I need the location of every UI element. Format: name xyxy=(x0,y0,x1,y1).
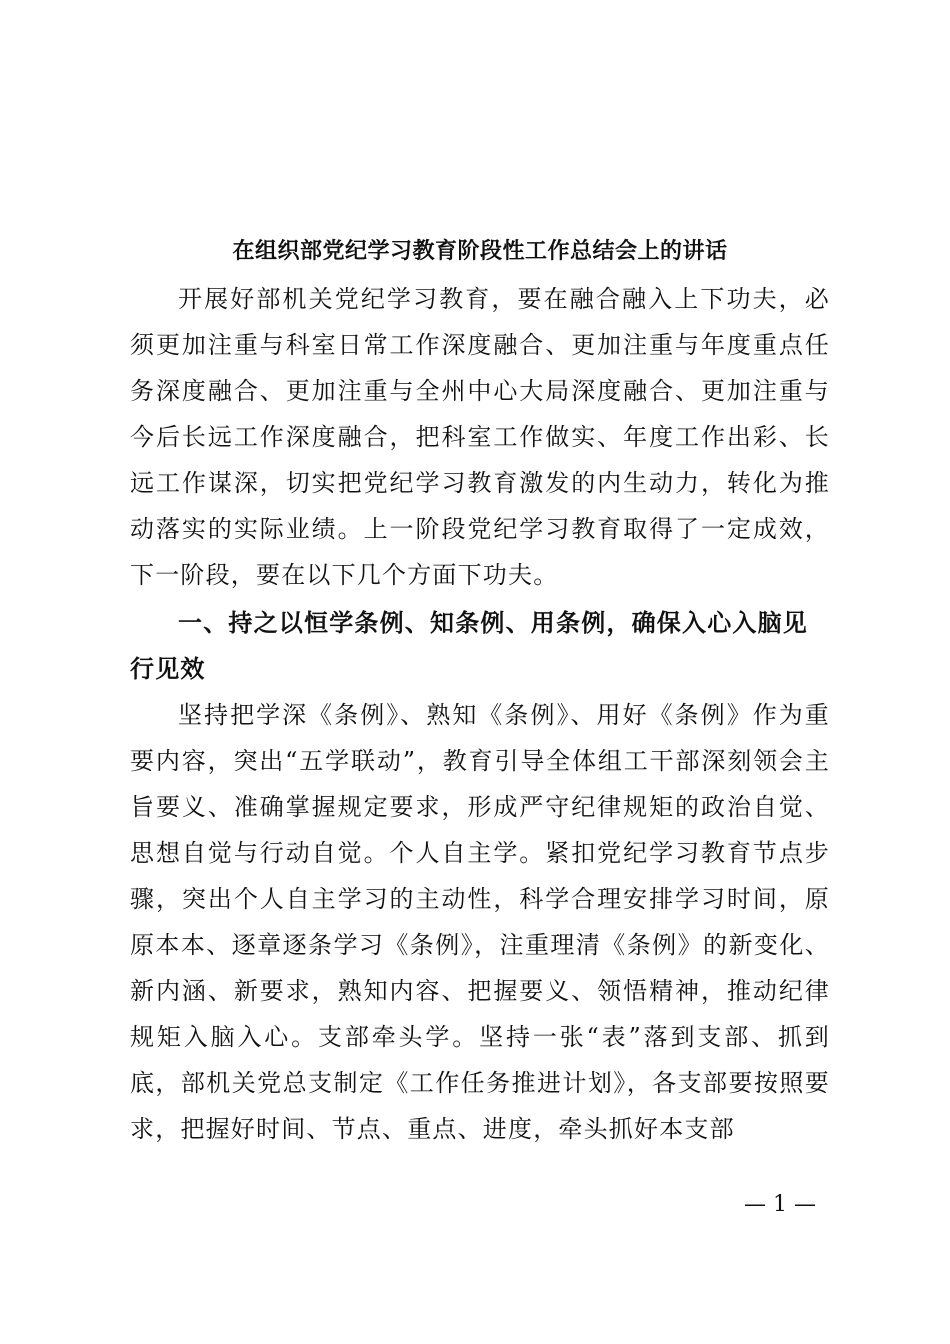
section-heading-1: 一、持之以恒学条例、知条例、用条例，确保入心入脑见行见效 xyxy=(130,609,808,683)
paragraph-section-1: 坚持把学深《条例》、熟知《条例》、用好《条例》作为重要内容，突出“五学联动”，教育引导全体组工干部深刻领会主旨要义、准确掌握规定要求，形成严守纪律规矩的政治自觉、思想自觉与行动自觉。个人自主学。紧扣党纪学习教育节点步骤，突出个人自主学习的主动性，科学合理安排学习时间，原原本本、逐章逐条学习《条例》，注重理清《条例》的新变化、新内涵、新要求，熟知内容、把握要义、领悟精神，推动纪律规矩入脑入心。支部牵头学。坚持一张“表”落到支部、抓到底，部机关党总支制定《工作任务推进计划》，各支部要按照要求，把握好时间、节点、重点、进度，牵头抓好本支部 xyxy=(130,701,830,1143)
page-number: — 1 — xyxy=(744,1192,816,1217)
document-title: 在组织部党纪学习教育阶段性工作总结会上的讲话 xyxy=(232,239,728,264)
paragraph-intro: 开展好部机关党纪学习教育，要在融合融入上下功夫，必须更加注重与科室日常工作深度融合、更加注重与年度重点任务深度融合、更加注重与全州中心大局深度融合、更加注重与今后长远工作深度融合，把科室工作做实、年度工作出彩、长远工作谋深，切实把党纪学习教育激发的内生动力，转化为推动落实的实际业绩。上一阶段党纪学习教育取得了一定成效，下一阶段，要在以下几个方面下功夫。 xyxy=(130,285,830,589)
